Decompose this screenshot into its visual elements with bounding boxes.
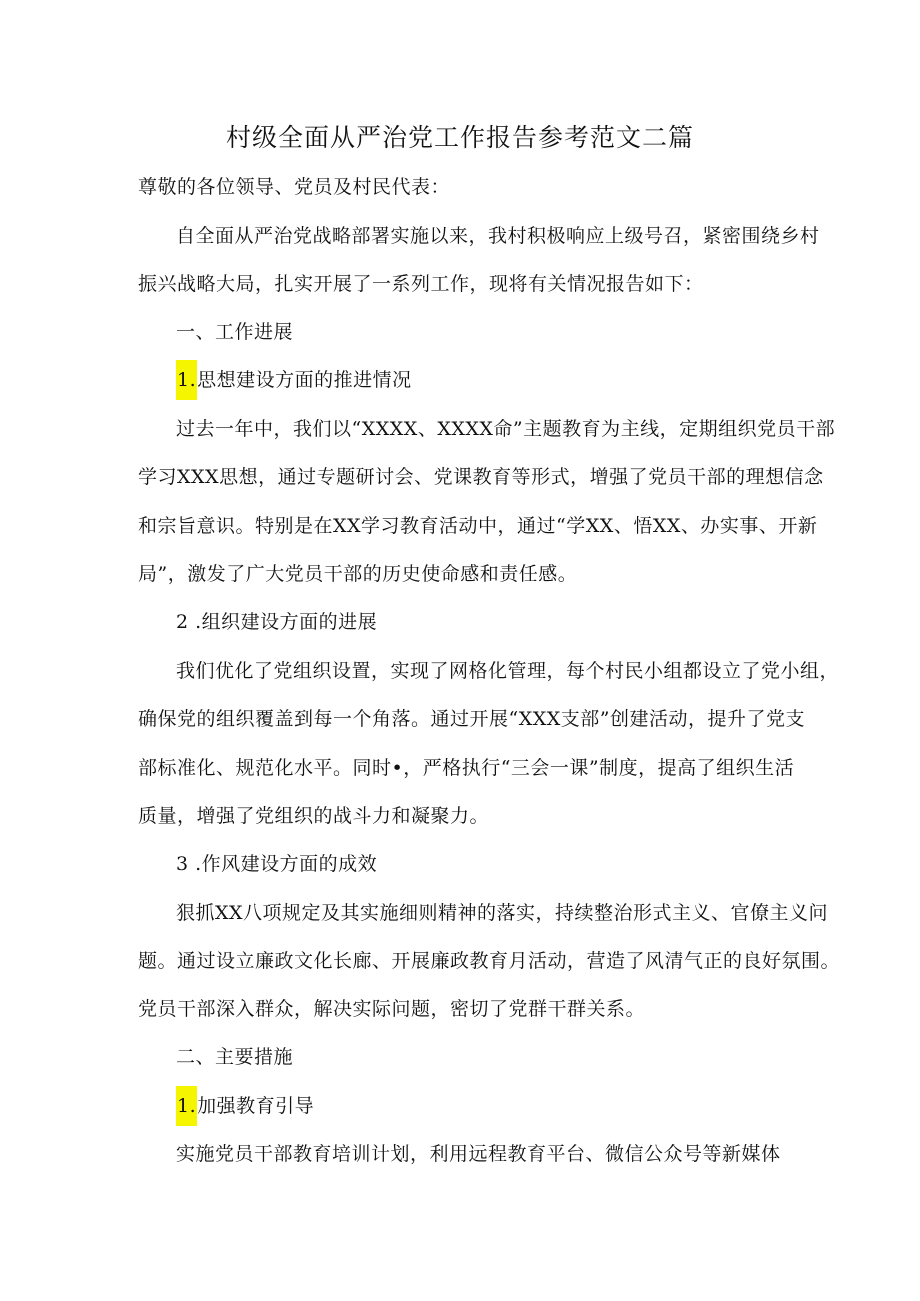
intro-line-1: 自全面从严治党战略部署实施以来，我村积极响应上级号召，紧密围绕乡村 bbox=[176, 225, 820, 247]
paragraph-line: 题。通过设立廉政文化长廊、开展廉政教育月活动，营造了风清气正的良好氛围。 bbox=[138, 950, 841, 972]
item-heading-ideology bbox=[176, 365, 412, 400]
item-heading-text: 加强教育引导 bbox=[197, 1095, 315, 1117]
paragraph-line: 部标准化、规范化水平。同时•，严格执行“三会一课”制度，提高了组织生活 bbox=[138, 757, 795, 779]
paragraph-line: 学习XXX思想，通过专题研讨会、党课教育等形式，增强了党员干部的理想信念 bbox=[138, 466, 824, 488]
highlighted-item-number: 1. bbox=[176, 360, 197, 400]
intro-line-2: 振兴战略大局，扎实开展了一系列工作，现将有关情况报告如下： bbox=[138, 273, 704, 295]
item-heading-text: 思想建设方面的推进情况 bbox=[197, 369, 412, 391]
paragraph-line: 实施党员干部教育培训计划，利用远程教育平台、微信公众号等新媒体 bbox=[176, 1143, 781, 1165]
paragraph-line: 局”，激发了广大党员干部的历史使命感和责任感。 bbox=[138, 563, 578, 585]
paragraph-line: 确保党的组织覆盖到每一个角落。通过开展“XXX支部”创建活动，提升了党支 bbox=[138, 708, 806, 730]
paragraph-line: 狠抓XX八项规定及其实施细则精神的落实，持续整治形式主义、官僚主义问 bbox=[176, 902, 829, 924]
paragraph-line: 我们优化了党组织设置，实现了网格化管理，每个村民小组都设立了党小组， bbox=[176, 660, 840, 682]
paragraph-line: 质量，增强了党组织的战斗力和凝聚力。 bbox=[138, 805, 490, 827]
section-heading-progress: 一、工作进展 bbox=[176, 321, 294, 343]
highlighted-item-number: 1. bbox=[176, 1086, 197, 1126]
document-title: 村级全面从严治党工作报告参考范文二篇 bbox=[225, 123, 694, 152]
item-heading-conduct: 3 .作风建设方面的成效 bbox=[176, 853, 378, 875]
section-heading-measures: 二、主要措施 bbox=[176, 1046, 294, 1068]
paragraph-line: 党员干部深入群众，解决实际问题，密切了党群干群关系。 bbox=[138, 998, 646, 1020]
item-heading-organization: 2 .组织建设方面的进展 bbox=[176, 611, 378, 633]
item-heading-education bbox=[176, 1091, 314, 1126]
paragraph-line: 过去一年中，我们以“XXXX、XXXX命”主题教育为主线，定期组织党员干部 bbox=[176, 418, 836, 440]
paragraph-line: 和宗旨意识。特别是在XX学习教育活动中，通过“学XX、悟XX、办实事、开新 bbox=[138, 515, 818, 537]
salutation: 尊敬的各位领导、党员及村民代表： bbox=[138, 176, 451, 198]
